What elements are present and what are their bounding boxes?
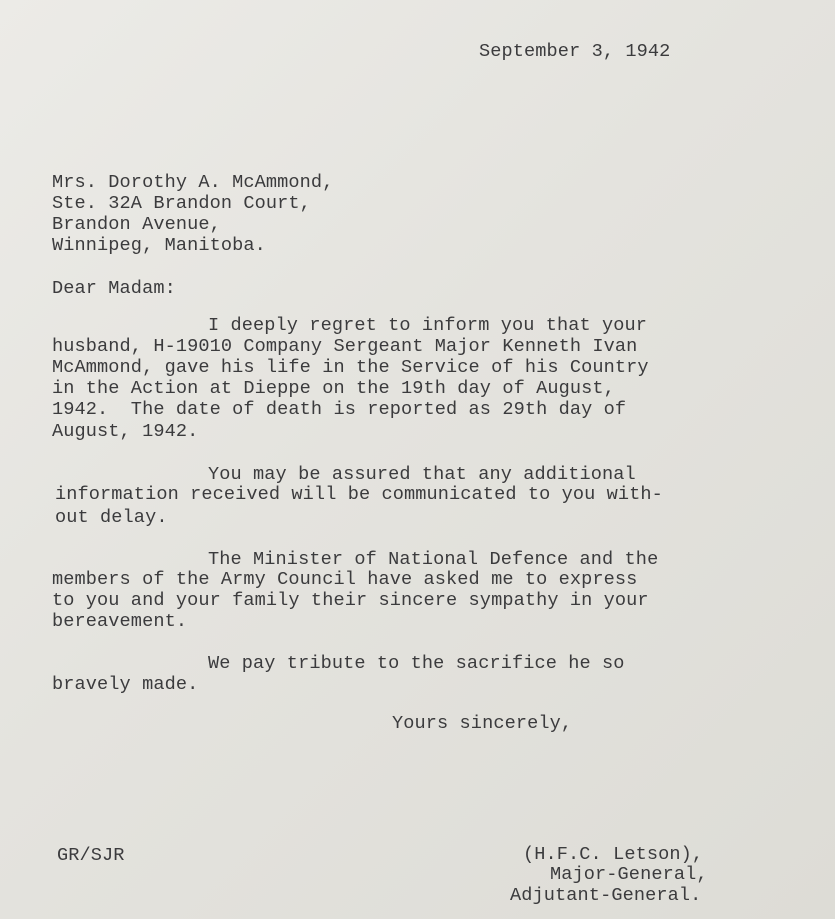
salutation: Dear Madam: bbox=[52, 278, 176, 299]
text-line: 1942. The date of death is reported as 29th day of bbox=[52, 399, 627, 420]
text-line: to you and your family their sincere sympathy in your bbox=[52, 590, 649, 611]
text-line: You may be assured that any additional bbox=[208, 464, 636, 485]
address-line: Mrs. Dorothy A. McAmmond, bbox=[52, 172, 334, 193]
text-line: I deeply regret to inform you that your bbox=[208, 315, 648, 336]
text-line: husband, H-19010 Company Sergeant Major Kenneth Ivan bbox=[52, 336, 638, 357]
text-line: We pay tribute to the sacrifice he so bbox=[208, 653, 625, 674]
address-line: Brandon Avenue, bbox=[52, 214, 221, 235]
text-line: bravely made. bbox=[52, 674, 199, 695]
text-line: August, 1942. bbox=[52, 421, 199, 442]
text-line: in the Action at Dieppe on the 19th day of August, bbox=[52, 378, 615, 399]
text-line: out delay. bbox=[55, 507, 168, 528]
reference-initials: GR/SJR bbox=[57, 845, 125, 866]
letter-date: September 3, 1942 bbox=[479, 41, 671, 62]
text-line: information received will be communicated to you with- bbox=[55, 484, 663, 505]
text-line: members of the Army Council have asked me to express bbox=[52, 569, 638, 590]
signatory-rank: Major-General, bbox=[550, 864, 708, 885]
address-line: Winnipeg, Manitoba. bbox=[52, 235, 266, 256]
closing: Yours sincerely, bbox=[392, 713, 573, 734]
address-line: Ste. 32A Brandon Court, bbox=[52, 193, 311, 214]
signatory-name: (H.F.C. Letson), bbox=[523, 844, 704, 865]
signatory-title: Adjutant-General. bbox=[510, 885, 702, 906]
text-line: bereavement. bbox=[52, 611, 188, 632]
text-line: The Minister of National Defence and the bbox=[208, 549, 659, 570]
text-line: McAmmond, gave his life in the Service of his Country bbox=[52, 357, 649, 378]
